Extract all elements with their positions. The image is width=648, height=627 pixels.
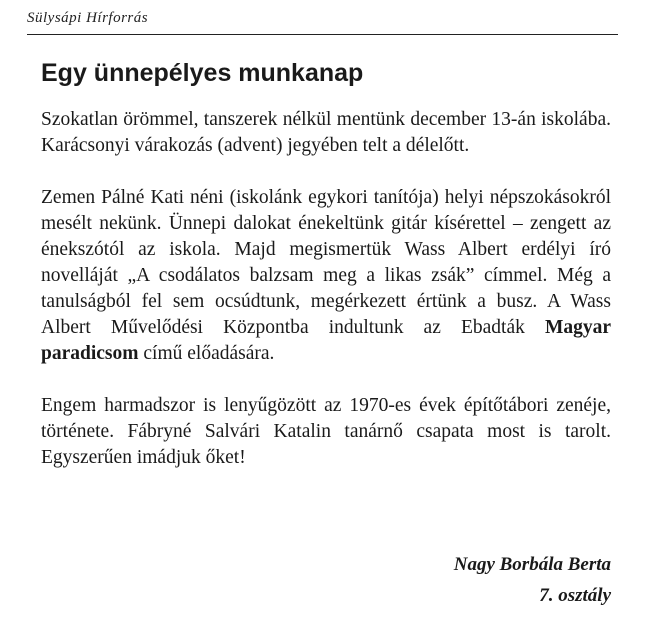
author-name: Nagy Borbála Berta (453, 554, 611, 575)
author-class: 7. osztály (539, 585, 611, 606)
paragraph-3: Engem harmadszor is lenyűgözött az 1970-es évek építőtábori zenéje, története. Fábryné Salvári Katalin tanárnő csapata most is tarolt. Egyszerűen imádjuk őket! (41, 395, 611, 468)
page-header (27, 4, 618, 35)
paragraph-2-text-end: című előadására. (138, 343, 275, 364)
paragraph-1: Szokatlan örömmel, tanszerek nélkül mentünk december 13-án iskolába. Karácsonyi várakozás (advent) jegyében telt a délelőtt. (41, 109, 611, 156)
play-title: Magyar paradicsom (41, 317, 611, 364)
signature-block (454, 549, 611, 611)
paragraph-2-text-start: Zemen Pálné Kati néni (iskolánk egykori tanítója) helyi népszokásokról mesélt nekünk. Ünnepi dalokat énekeltünk gitár kísérettel – zengett az énekszótól az iskola. Majd megismertük Wass Albert erdélyi író novelláját „A csodálatos balzsam meg a likas zsák” címmel. Még a tanulságból fel sem ocsúdtunk, megérkezett értünk a busz. A Wass Albert Művelődési Központba indultunk az Ebadták (41, 187, 611, 338)
publication-title: Sülysápi Hírforrás (27, 10, 149, 26)
article (41, 56, 611, 497)
article-title: Egy ünnepélyes munkanap (41, 59, 364, 87)
paragraph-2 (41, 185, 611, 367)
